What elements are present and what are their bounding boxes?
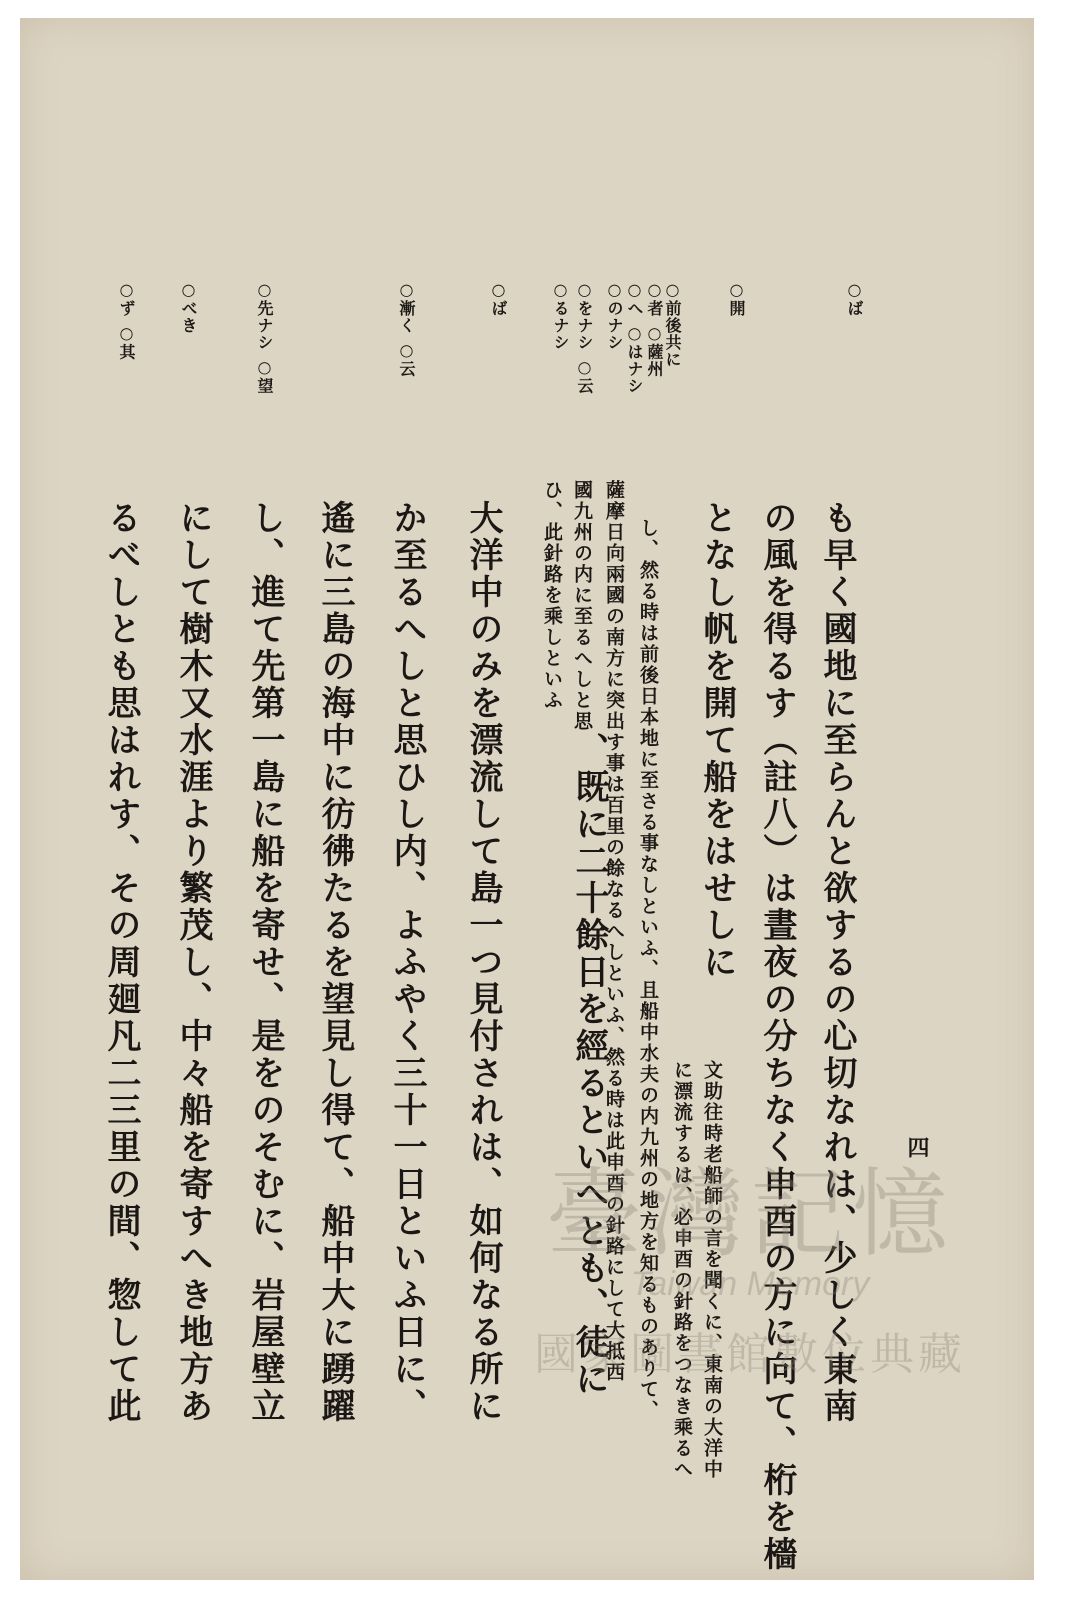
note-12: ○べき bbox=[179, 280, 198, 334]
book-page bbox=[20, 18, 1034, 1580]
note-3: ○前後共に bbox=[663, 280, 682, 368]
note-6: ○のナシ bbox=[605, 280, 624, 351]
note-13: ○ず ○其 bbox=[117, 280, 136, 361]
note-11: ○先ナシ ○望 bbox=[255, 280, 274, 395]
note-1: ○ば bbox=[845, 280, 864, 317]
watermark-sub: Taiwan Memory bbox=[630, 1265, 870, 1303]
note-5: ○へ ○はナシ bbox=[625, 280, 644, 395]
note-8: ○るナシ bbox=[551, 280, 570, 351]
note-2: ○開 bbox=[727, 280, 746, 317]
page-number: 四 bbox=[904, 1136, 930, 1158]
watermark-main: 臺灣記憶 bbox=[546, 1158, 954, 1270]
text-column-7: し、進て先第一島に船を寄せ、是をのそむに、岩屋壁立 bbox=[245, 500, 285, 1425]
subnote-column-5: 國九州の内に至るへしと思 bbox=[571, 480, 593, 732]
text-column-8: にして樹木又水涯より繁茂し、中々船を寄すへき地方あ bbox=[173, 500, 213, 1425]
subnote-column-2: に漂流するは、必申酉の針路をつなき乘るへ bbox=[671, 1060, 693, 1480]
watermark-bottom: 國家圖書館數位典藏 bbox=[534, 1329, 966, 1380]
text-column-5: か至るへしと思ひし内、よふやく三十一日といふ日に、 bbox=[387, 500, 427, 1425]
text-column-2: の風を得るす（註八）は晝夜の分ちなく申酉の方に向て、桁を檣 bbox=[757, 500, 797, 1573]
subnote-column-1: 文助往時老船師の言を聞くに、東南の大洋中 bbox=[701, 1060, 723, 1480]
subnote-column-6: ひ、此針路を乘しといふ bbox=[541, 480, 563, 711]
inline-main-text: 、既に二十餘日を經るといへとも、徒に bbox=[569, 732, 609, 1398]
library-watermark bbox=[490, 1138, 1010, 1458]
note-10: ○漸く ○云 bbox=[397, 280, 416, 378]
subnote-column-3: し、然る時は前後日本地に至さる事なしといふ、且船中水夫の内九州の地方を知るものありて、 bbox=[637, 518, 659, 1421]
text-column-6: 遙に三島の海中に彷彿たるを望見し得て、船中大に踴躍 bbox=[315, 500, 355, 1425]
note-4: ○者 ○薩州 bbox=[645, 280, 664, 378]
text-column-4: 大洋中のみを漂流して島一つ見付されは、如何なる所に bbox=[463, 500, 503, 1425]
note-7: ○をナシ ○云 bbox=[575, 280, 594, 395]
text-column-3: となし帆を開て船をはせしに bbox=[697, 500, 737, 981]
subnote-column-4: 薩摩日向兩國の南方に突出す事は百里の餘なるへしといふ、然る時は此申酉の針路にして大抵西 bbox=[603, 480, 625, 1383]
text-column-9: るべしとも思はれす、その周廻凡二三里の間、惣して此 bbox=[101, 500, 141, 1425]
text-column-1: も早く國地に至らんと欲するの心切なれは、少しく東南 bbox=[817, 500, 857, 1425]
note-9: ○ば bbox=[489, 280, 508, 317]
